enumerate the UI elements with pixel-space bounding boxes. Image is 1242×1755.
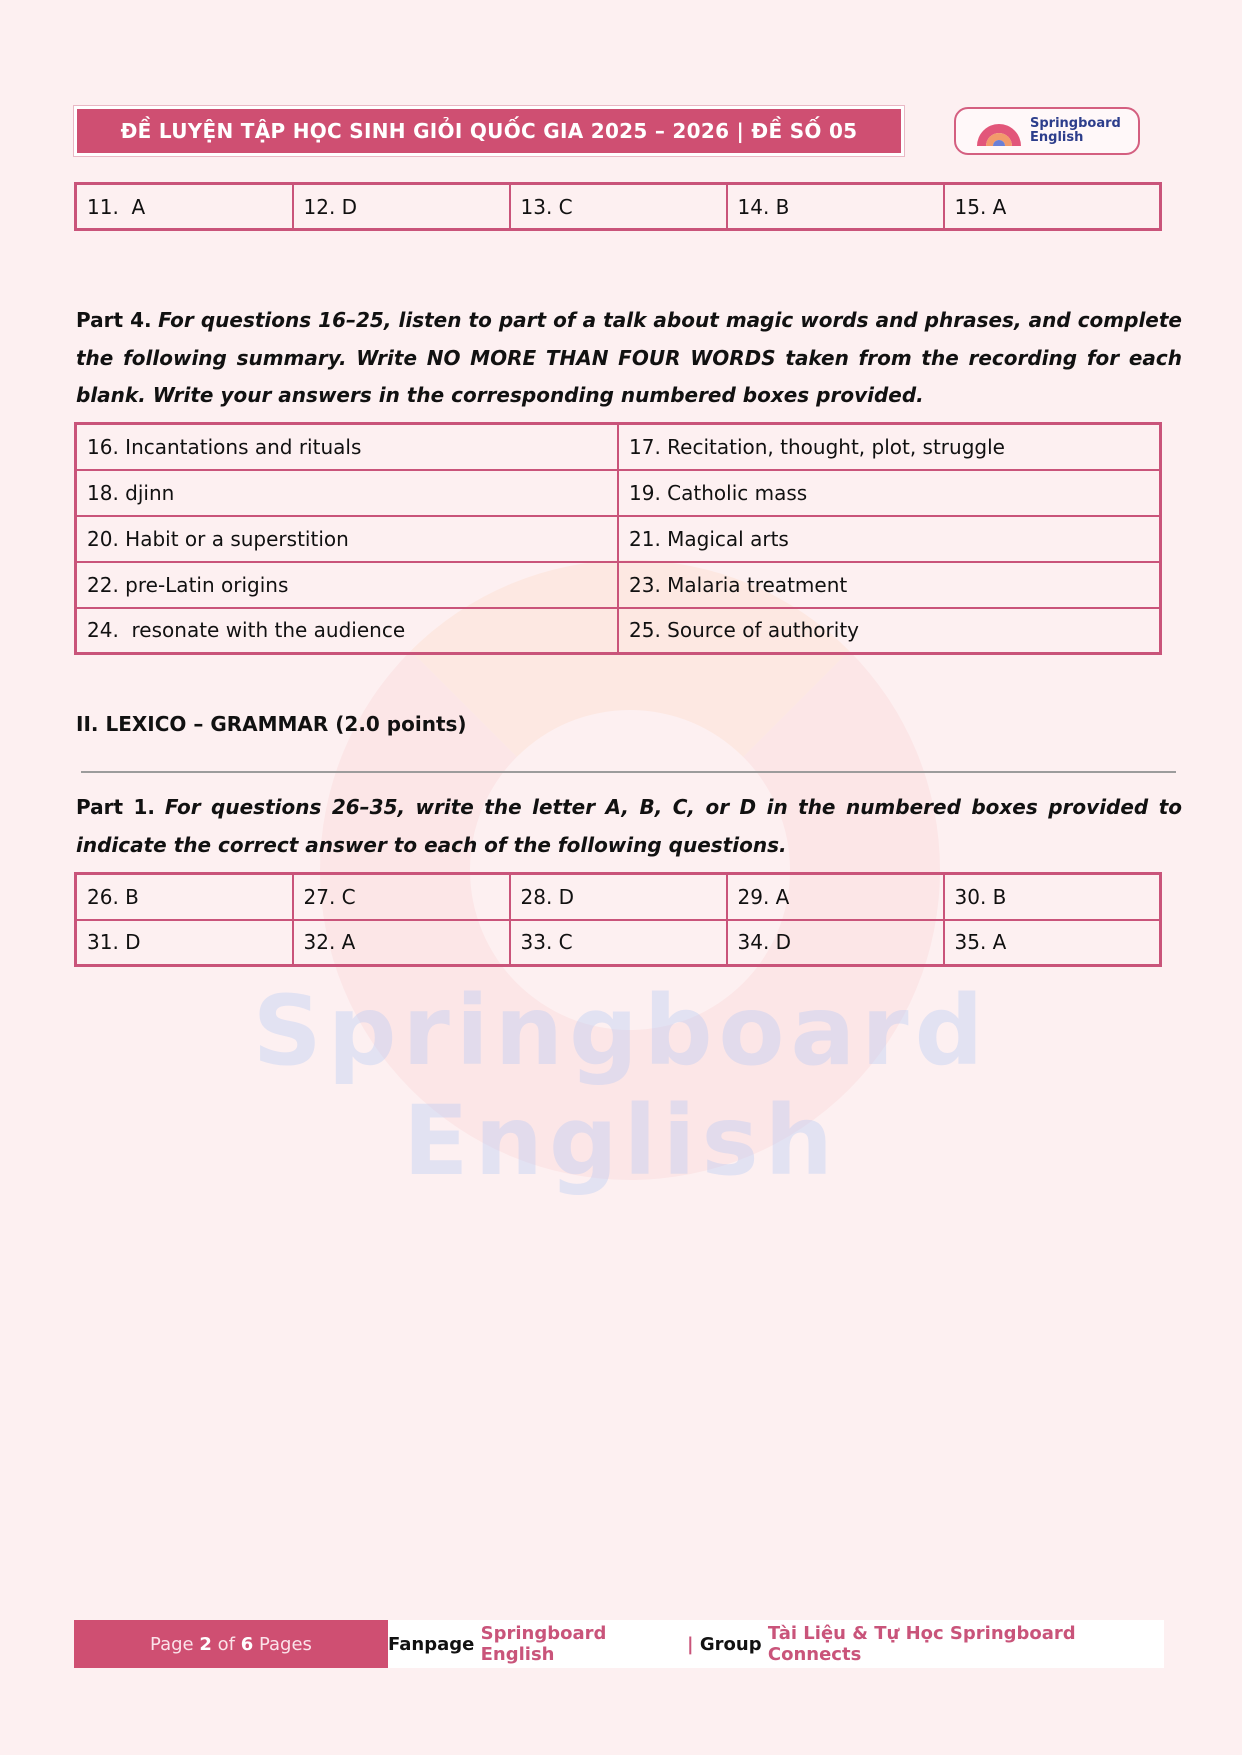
answer-cell: 22. pre-Latin origins <box>76 562 619 608</box>
footer-page-indicator <box>74 1620 388 1668</box>
table-row <box>76 470 1161 516</box>
answer-cell: 16. Incantations and rituals <box>76 424 619 470</box>
answer-cell: 23. Malaria treatment <box>618 562 1161 608</box>
answer-cell: 33. C <box>510 920 727 966</box>
answer-cell: 21. Magical arts <box>618 516 1161 562</box>
watermark-line-1: Springboard <box>252 975 990 1087</box>
answer-cell: 25. Source of authority <box>618 608 1161 654</box>
page-suffix: Pages <box>258 1633 312 1655</box>
part1-instruction-text: For questions 26–35, write the letter A, B, C, or D in the numbered boxes provided to indicate the correct answer to each of the following questions. <box>76 795 1182 857</box>
fanpage-link[interactable]: Springboard English <box>480 1623 607 1665</box>
answer-cell: 12. D <box>293 184 510 230</box>
table-row <box>76 424 1161 470</box>
answers-table-16-25 <box>74 422 1162 655</box>
answer-cell: 35. A <box>944 920 1161 966</box>
page-of: of <box>217 1633 235 1655</box>
answer-cell: 30. B <box>944 874 1161 920</box>
answer-cell: 11. A <box>76 184 293 230</box>
page-prefix: Page <box>150 1633 194 1655</box>
page-current: 2 <box>199 1633 212 1655</box>
answer-cell: 32. A <box>293 920 510 966</box>
part4-instructions <box>76 302 1182 415</box>
answer-cell: 29. A <box>727 874 944 920</box>
header-title: ĐỀ LUYỆN TẬP HỌC SINH GIỎI QUỐC GIA 2025 – 2026 | ĐỀ SỐ 05 <box>120 119 858 143</box>
answer-cell: 28. D <box>510 874 727 920</box>
brand-logo <box>954 107 1140 155</box>
table-row <box>76 608 1161 654</box>
logo-line-2: English <box>1030 130 1084 145</box>
group-link[interactable]: Tài Liệu & Tự Học Springboard Connects <box>767 1623 1076 1665</box>
footer-separator: | <box>687 1633 694 1655</box>
section-divider <box>81 771 1176 773</box>
answers-table-11-15 <box>74 182 1162 231</box>
answer-cell: 26. B <box>76 874 293 920</box>
footer-links <box>388 1620 1164 1668</box>
logo-line-1: Springboard <box>1030 116 1121 131</box>
part4-instruction-text: For questions 16–25, listen to part of a talk about magic words and phrases, and complete the following summary. Write NO MORE THAN FOUR WORDS taken from the recording for each blank. Write your answers in the corresponding numbered boxes provided. <box>76 308 1182 407</box>
table-row <box>76 184 1161 230</box>
part1-label: Part 1. <box>76 795 156 819</box>
fanpage-label: Fanpage <box>388 1633 475 1655</box>
answer-cell: 34. D <box>727 920 944 966</box>
answers-table-26-35 <box>74 872 1162 967</box>
answer-cell: 31. D <box>76 920 293 966</box>
answer-cell: 19. Catholic mass <box>618 470 1161 516</box>
table-row <box>76 874 1161 920</box>
answer-cell: 18. djinn <box>76 470 619 516</box>
answer-cell: 14. B <box>727 184 944 230</box>
answer-cell: 24. resonate with the audience <box>76 608 619 654</box>
part1-instructions <box>76 789 1182 864</box>
header-banner <box>74 106 904 156</box>
watermark-line-2: English <box>403 1085 839 1197</box>
table-row <box>76 920 1161 966</box>
answer-cell: 15. A <box>944 184 1161 230</box>
table-row <box>76 516 1161 562</box>
answer-cell: 13. C <box>510 184 727 230</box>
logo-arc-icon <box>974 116 1024 146</box>
answer-cell: 17. Recitation, thought, plot, struggle <box>618 424 1161 470</box>
table-row <box>76 562 1161 608</box>
answer-cell: 27. C <box>293 874 510 920</box>
page-total: 6 <box>240 1633 254 1655</box>
group-label: Group <box>699 1633 762 1655</box>
part4-label: Part 4. <box>76 308 152 332</box>
logo-wordmark <box>1030 117 1121 145</box>
answer-cell: 20. Habit or a superstition <box>76 516 619 562</box>
section-heading-lexico-grammar: II. LEXICO – GRAMMAR (2.0 points) <box>76 712 467 736</box>
